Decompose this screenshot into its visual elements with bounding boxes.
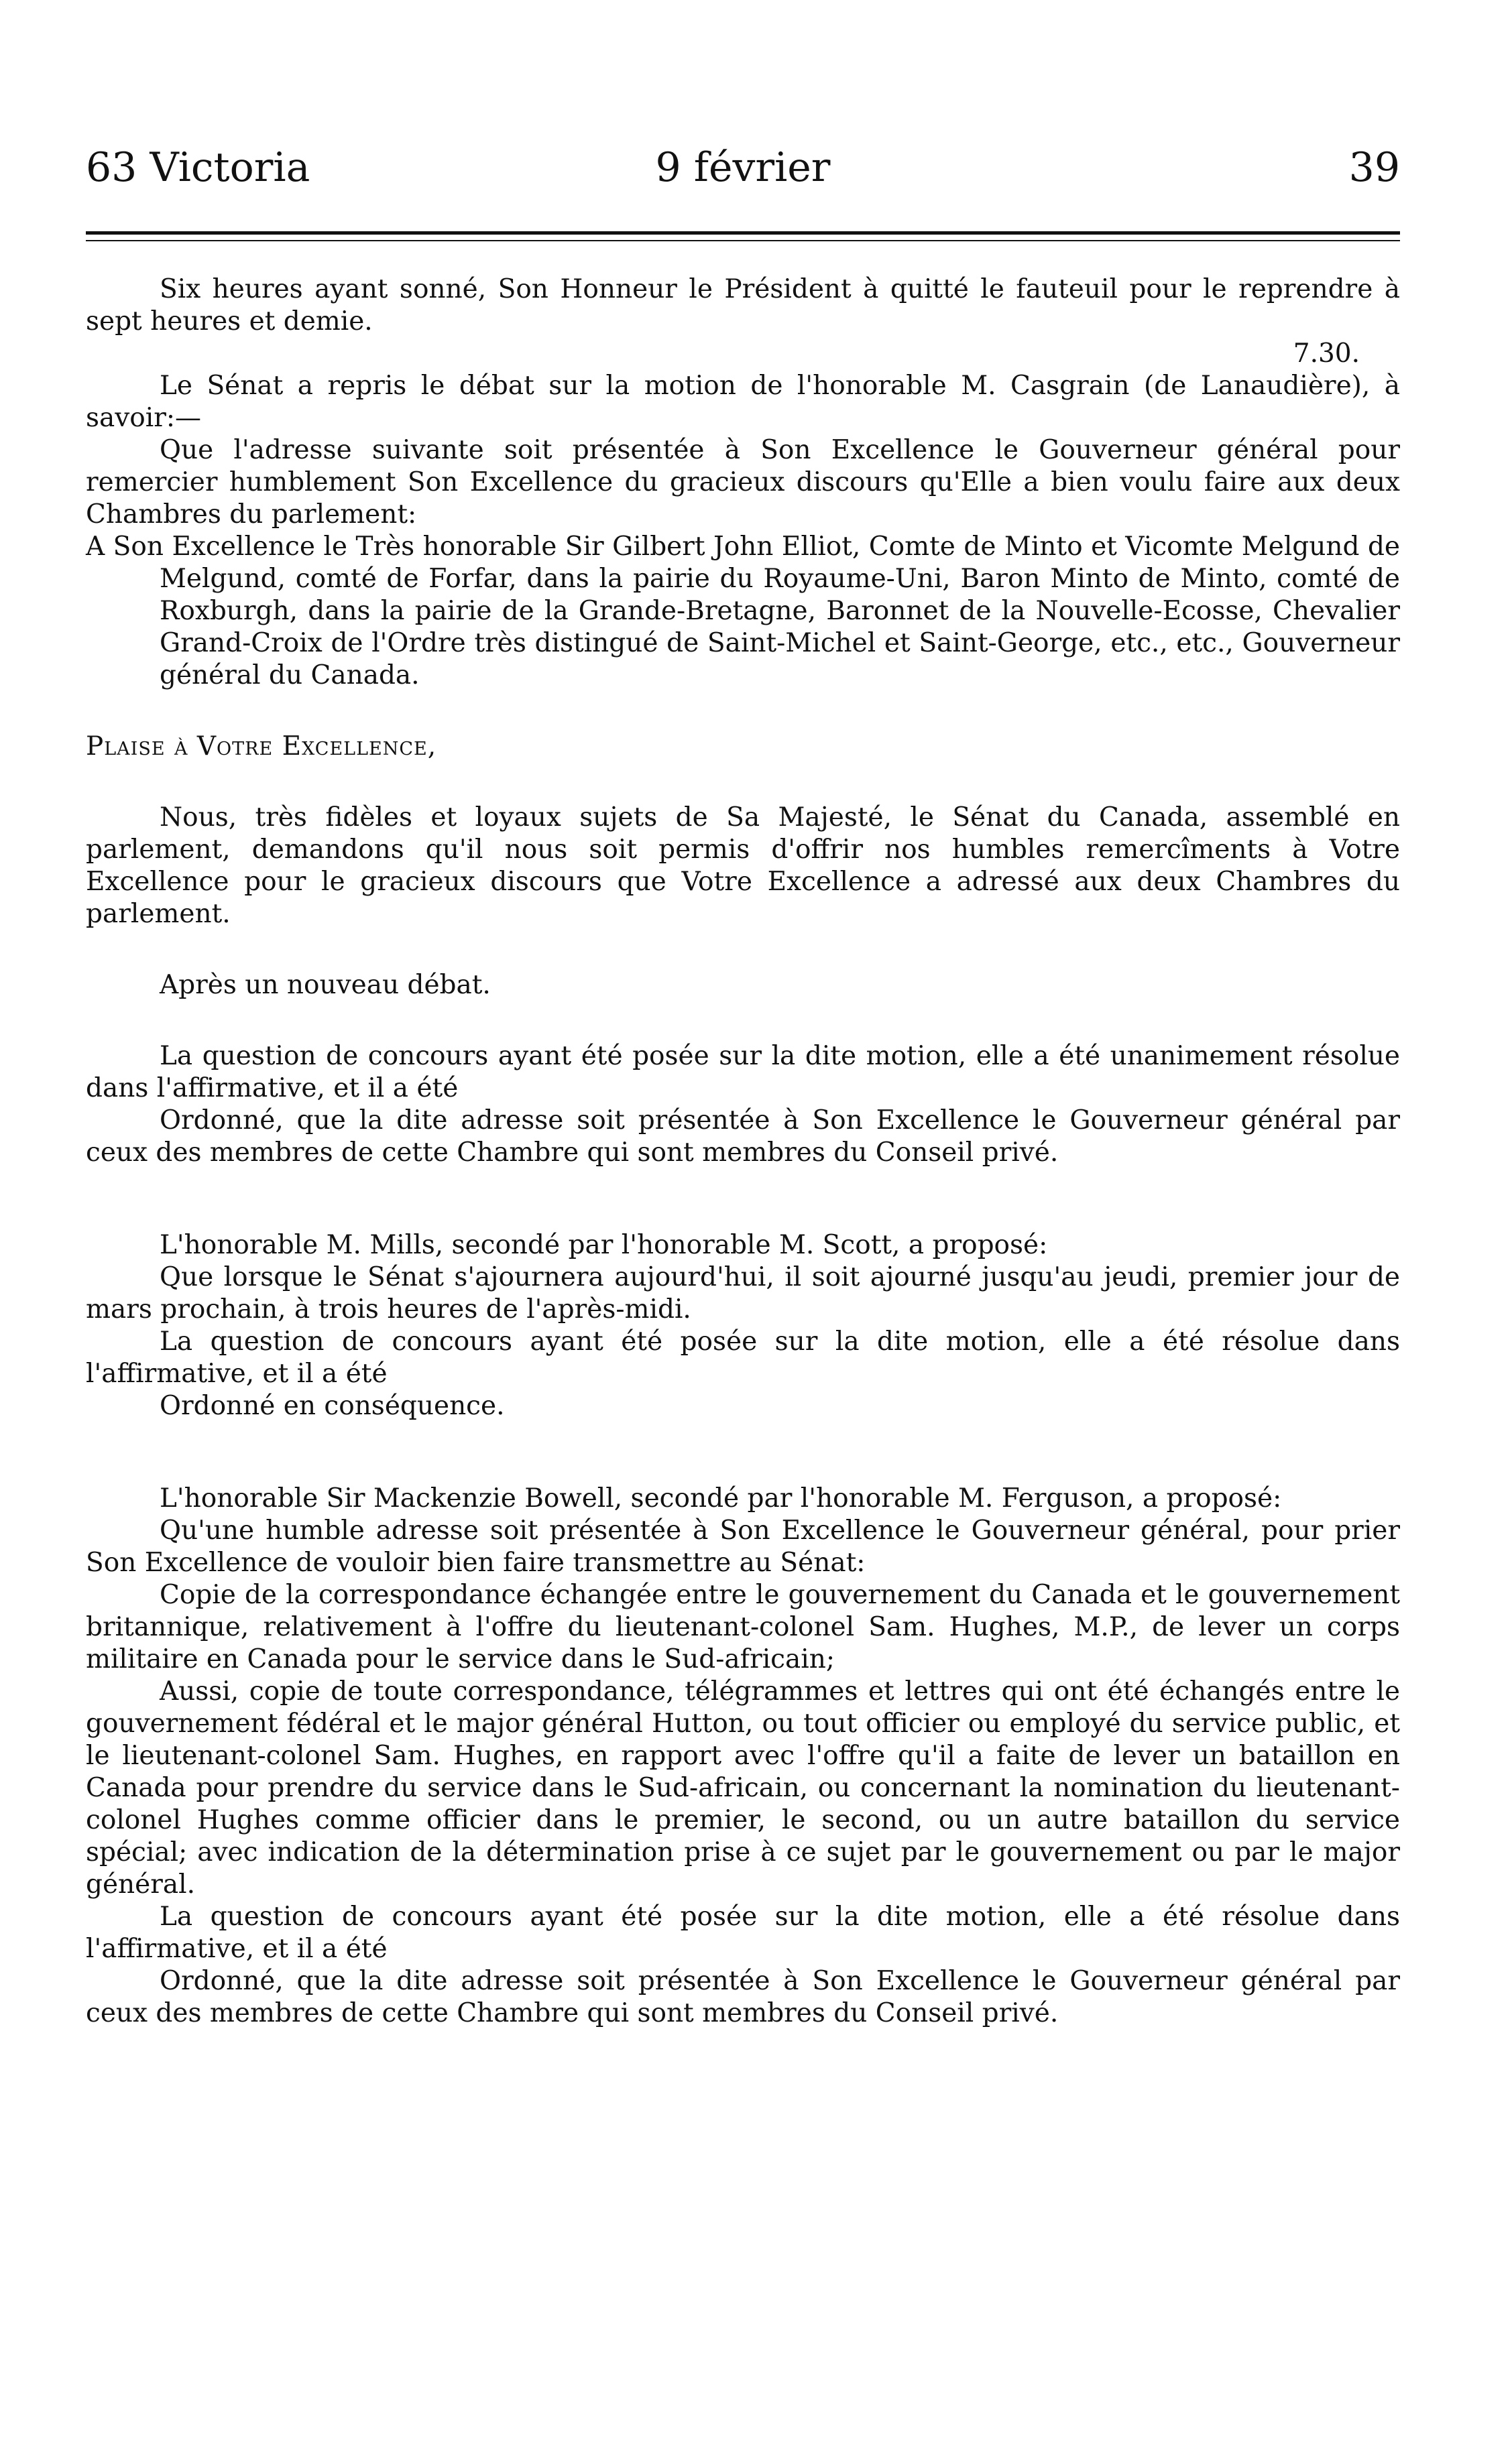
paragraph-ordered-accordingly: Ordonné en conséquence. <box>160 1391 505 1421</box>
paragraph-ordered-address: Ordonné, que la dite adresse soit présentée à Son Excellence le Gouverneur général par ceux des membres de cette Chambre qui sont membres du Conseil privé. <box>86 1105 1400 1168</box>
paragraph-adjournment: Que lorsque le Sénat s'ajournera aujourd'hui, il soit ajourné jusqu'au jeudi, premier jour de mars prochain, à trois heures de l'après-midi. <box>86 1262 1400 1325</box>
paragraph-question-resolved: La question de concours ayant été posée sur la dite motion, elle a été résolue dans l'affirmative, et il a été <box>86 1327 1400 1389</box>
paragraph-new-debate: Après un nouveau débat. <box>160 970 491 1000</box>
time-marker: 7.30. <box>1293 338 1360 369</box>
running-header <box>86 137 1400 198</box>
paragraph-address-motion: Que l'adresse suivante soit présentée à Son Excellence le Gouverneur général pour remercier humblement Son Excellence du gracieux discours qu'Elle a bien voulu faire aux deux Chambres du parlement: <box>86 435 1400 530</box>
paragraph-recess: Six heures ayant sonné, Son Honneur le Président à quitté le fauteuil pour le reprendre à sept heures et demie. <box>86 274 1400 336</box>
paragraph-address-text: Nous, très fidèles et loyaux sujets de Sa Majesté, le Sénat du Canada, assemblé en parlement, demandons qu'il nous soit permis d'offrir nos humbles remercîments à Votre Excellence pour le gracieux discours que Votre Excellence a adressé aux deux Chambres du parlement. <box>86 802 1400 929</box>
paragraph-question-unanimous: La question de concours ayant été posée sur la dite motion, elle a été unanimement résolue dans l'affirmative, et il a été <box>86 1041 1400 1103</box>
header-rule-thin <box>86 240 1400 241</box>
paragraph-debate-resumed: Le Sénat a repris le débat sur la motion de l'honorable M. Casgrain (de Lanaudière), à savoir:— <box>86 371 1400 433</box>
header-session: 63 Victoria <box>86 144 310 191</box>
header-date: 9 février <box>655 144 831 191</box>
page-number: 39 <box>1348 144 1400 191</box>
paragraph-correspondence-copy: Copie de la correspondance échangée entre le gouvernement du Canada et le gouvernement britannique, relativement à l'offre du lieutenant-colonel Sam. Hughes, M.P., de lever un corps militaire en Canada pour le service dans le Sud-africain; <box>86 1580 1400 1674</box>
document-body <box>86 273 1400 2030</box>
header-rule-thick <box>86 231 1400 235</box>
paragraph-also-copy: Aussi, copie de toute correspondance, télégrammes et lettres qui ont été échangés entre le gouvernement fédéral et le major général Hutton, ou tout officier ou employé du service public, et le lieutenant-colonel Sam. Hughes, en rapport avec l'offre qu'il a faite de lever un bataillon en Canada pour prendre du service dans le Sud-africain, ou concernant la nomination du lieutenant-colonel Hughes comme officier dans le premier, le second, ou un autre bataillon du service spécial; avec indication de la détermination prise à ce sujet par le gouvernement ou par le major général. <box>86 1676 1400 1900</box>
address-to-governor: A Son Excellence le Très honorable Sir Gilbert John Elliot, Comte de Minto et Vicomte Melgund de Melgund, comté de Forfar, dans la pairie du Royaume-Uni, Baron Minto de Minto, comté de Roxburgh, dans la pairie de la Grande-Bretagne, Baronnet de la Nouvelle-Ecosse, Chevalier Grand-Croix de l'Ordre très distingué de Saint-Michel et Saint-George, etc., etc., Gouverneur général du Canada. <box>86 532 1400 690</box>
paragraph-humble-address: Qu'une humble adresse soit présentée à Son Excellence le Gouverneur général, pour prier Son Excellence de vouloir bien faire transmettre au Sénat: <box>86 1516 1400 1578</box>
salutation: Plaise à Votre Excellence, <box>86 731 437 761</box>
paragraph-question-resolved-2: La question de concours ayant été posée sur la dite motion, elle a été résolue dans l'affirmative, et il a été <box>86 1902 1400 1964</box>
paragraph-mills-motion: L'honorable M. Mills, secondé par l'honorable M. Scott, a proposé: <box>160 1230 1048 1260</box>
paragraph-bowell-motion: L'honorable Sir Mackenzie Bowell, secondé par l'honorable M. Ferguson, a proposé: <box>160 1483 1282 1514</box>
paragraph-ordered-address-2: Ordonné, que la dite adresse soit présentée à Son Excellence le Gouverneur général par ceux des membres de cette Chambre qui sont membres du Conseil privé. <box>86 1966 1400 2028</box>
